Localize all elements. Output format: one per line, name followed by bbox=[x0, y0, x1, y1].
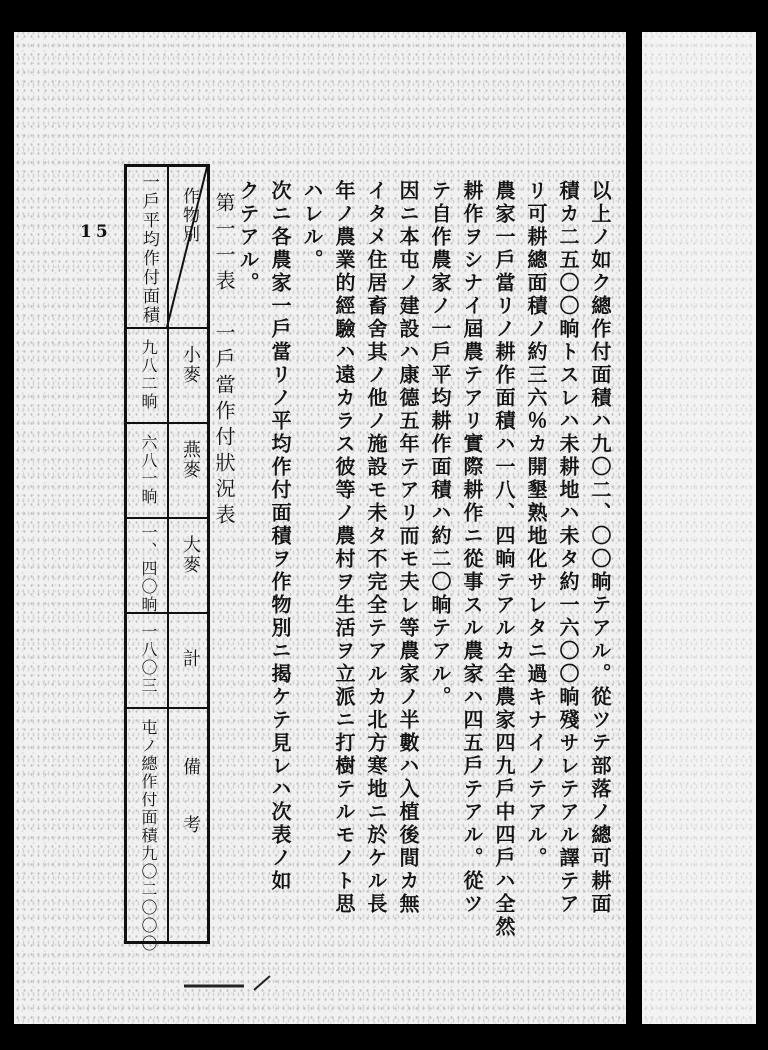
table-caption: 第一一表 一戶當作付狀況表 bbox=[212, 192, 236, 530]
body-column-9: 年ノ農業的經驗ハ遠カラス彼等ノ農村ヲ生活ヲ立派ニ打樹テルモノト思 bbox=[332, 180, 356, 916]
table-divider bbox=[127, 707, 207, 709]
document-page bbox=[14, 32, 626, 1024]
header-oats: 燕麥 bbox=[180, 440, 201, 480]
table-divider bbox=[127, 422, 207, 424]
value-oats: 六八一晌 bbox=[139, 434, 158, 506]
body-column-4: 農家一戶當リノ耕作面積ハ一八、四晌テアルカ全農家四九戶中四戶ハ全然 bbox=[492, 180, 516, 939]
row-label: 一戶平均作付面積 bbox=[139, 173, 159, 325]
value-total: 一八〇三 bbox=[139, 623, 158, 695]
body-column-11: 次ニ各農家一戶當リノ平均作付面積ヲ作物別ニ揭ケテ見レハ次表ノ如 bbox=[268, 180, 292, 893]
value-remarks: 屯ノ總作付面積九〇二〇〇〇 bbox=[139, 719, 158, 953]
body-column-12: クテアル。 bbox=[236, 180, 260, 295]
header-remarks: 備考 bbox=[180, 757, 201, 873]
scan-noise bbox=[642, 32, 756, 1024]
body-column-5: 耕作ヲシナイ屆農テアリ實際耕作ニ從事スル農家ハ四五戶テアル。從ツ bbox=[460, 180, 484, 916]
table-divider bbox=[127, 327, 207, 329]
corner-header-top: 作物別 bbox=[179, 187, 199, 244]
body-column-2: 積カ二五〇〇晌トスレハ未耕地ハ未タ約一六〇〇晌殘サレテアル譯テア bbox=[556, 180, 580, 916]
value-barley: 一、四〇晌 bbox=[139, 524, 158, 614]
header-wheat: 小麥 bbox=[180, 345, 201, 385]
page-number: 15 bbox=[80, 222, 112, 242]
body-column-6: テ自作農家ノ一戶平均耕作面積ハ約二〇晌テアル。 bbox=[428, 180, 452, 709]
table-divider bbox=[127, 517, 207, 519]
body-column-3: リ可耕總面積ノ約三六％カ開墾熟地化サレタニ過キナイノテアル。 bbox=[524, 180, 548, 870]
body-column-7: 因ニ本屯ノ建設ハ康德五年テアリ而モ夫レ等農家ノ半數ハ入植後間カ無 bbox=[396, 180, 420, 916]
body-column-10: ハレル。 bbox=[300, 180, 324, 272]
crop-area-table bbox=[124, 164, 210, 953]
body-column-1: 以上ノ如ク總作付面積ハ九〇二、〇〇晌テアル。從ツテ部落ノ總可耕面 bbox=[588, 180, 612, 916]
adjacent-page-edge bbox=[642, 32, 756, 1024]
header-total: 計 bbox=[180, 649, 201, 669]
body-column-8: イタメ住居畜舍其ノ他ノ施設モ未タ不完全テアルカ北方寒地ニ於ケル長 bbox=[364, 180, 388, 916]
bottom-ink-mark bbox=[174, 972, 294, 994]
value-wheat: 九八二晌 bbox=[139, 339, 158, 411]
header-barley: 大麥 bbox=[180, 535, 201, 575]
